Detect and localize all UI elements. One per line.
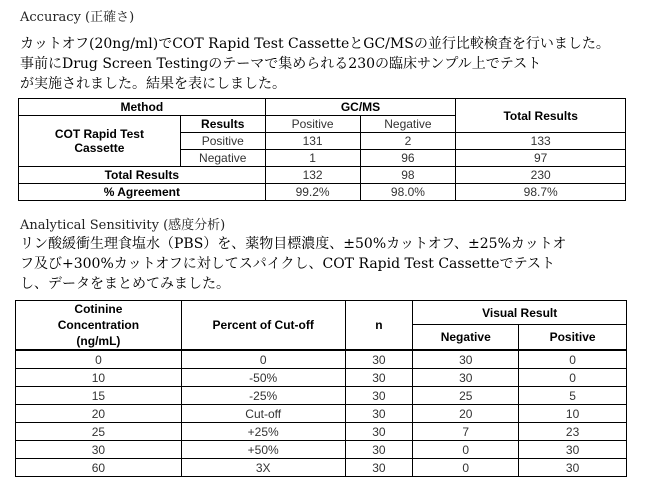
accuracy-line-2: 事前にDrug Screen Testingのテーマで集められる230の臨床サンプル上でテスト xyxy=(20,56,542,72)
row-negative-pos: 1 xyxy=(265,150,360,167)
row-negative-label: Negative xyxy=(180,150,265,167)
row-agreement-label: % Agreement xyxy=(19,184,266,201)
cell-n: 30 xyxy=(345,459,413,477)
cell-n: 30 xyxy=(345,387,413,405)
gcms-header: GC/MS xyxy=(265,99,456,116)
sensitivity-table xyxy=(15,300,627,477)
cell-conc: 0 xyxy=(16,350,182,369)
cell-conc: 60 xyxy=(16,459,182,477)
cell-neg: 30 xyxy=(413,369,519,387)
negative-col-header: Negative xyxy=(360,116,456,133)
cell-pct: 0 xyxy=(181,350,345,369)
table-row xyxy=(16,459,627,477)
row-positive-label: Positive xyxy=(180,133,265,150)
cell-pos: 0 xyxy=(519,350,627,369)
conc-header: Cotinine Concentration (ng/mL) xyxy=(16,301,182,351)
table-row xyxy=(16,405,627,423)
cell-pos: 0 xyxy=(519,369,627,387)
cot-rapid-label: COT Rapid Test Cassette xyxy=(19,116,181,167)
accuracy-line-1: カットオフ(20ng/ml)でCOT Rapid Test CassetteとGC/MSの並行比較検査を行いました。 xyxy=(20,36,610,52)
cell-pos: 30 xyxy=(519,459,627,477)
cell-conc: 25 xyxy=(16,423,182,441)
cell-pct: +25% xyxy=(181,423,345,441)
row-negative-neg: 96 xyxy=(360,150,456,167)
cell-n: 30 xyxy=(345,441,413,459)
cell-conc: 10 xyxy=(16,369,182,387)
row-agreement-pos: 99.2% xyxy=(265,184,360,201)
cell-neg: 30 xyxy=(413,350,519,369)
row-positive-neg: 2 xyxy=(360,133,456,150)
visual-result-header: Visual Result xyxy=(413,301,627,325)
cell-conc: 30 xyxy=(16,441,182,459)
cell-pos: 23 xyxy=(519,423,627,441)
row-total-label: Total Results xyxy=(19,167,266,184)
cell-pct: +50% xyxy=(181,441,345,459)
cell-neg: 0 xyxy=(413,441,519,459)
cell-pos: 30 xyxy=(519,441,627,459)
cell-neg: 7 xyxy=(413,423,519,441)
row-total-pos: 132 xyxy=(265,167,360,184)
row-negative-total: 97 xyxy=(456,150,626,167)
row-positive-total: 133 xyxy=(456,133,626,150)
cell-conc: 15 xyxy=(16,387,182,405)
pct-header: Percent of Cut-off xyxy=(181,301,345,351)
cell-pos: 5 xyxy=(519,387,627,405)
table-row xyxy=(16,350,627,369)
method-header: Method xyxy=(19,99,266,116)
cell-n: 30 xyxy=(345,369,413,387)
cell-neg: 20 xyxy=(413,405,519,423)
cell-neg: 25 xyxy=(413,387,519,405)
results-label: Results xyxy=(180,116,265,133)
cell-pct: -25% xyxy=(181,387,345,405)
table-row xyxy=(16,423,627,441)
row-total-neg: 98 xyxy=(360,167,456,184)
accuracy-table xyxy=(18,98,626,201)
row-positive-pos: 131 xyxy=(265,133,360,150)
sensitivity-line-2: フ及び+300%カットオフに対してスパイクし、COT Rapid Test Cassetteでテスト xyxy=(20,256,556,272)
negative-header: Negative xyxy=(413,325,519,350)
total-results-header: Total Results xyxy=(456,99,626,133)
table-row xyxy=(16,369,627,387)
cell-n: 30 xyxy=(345,350,413,369)
accuracy-line-3: が実施されました。結果を表にしました。 xyxy=(20,76,286,92)
table-row xyxy=(16,441,627,459)
sensitivity-line-1: リン酸緩衝生理食塩水（PBS）を、薬物目標濃度、±50%カットオフ、±25%カットオ xyxy=(20,236,567,252)
sensitivity-title: Analytical Sensitivity (感度分析) xyxy=(20,218,226,233)
accuracy-title: Accuracy (正確さ) xyxy=(20,10,135,25)
cell-pos: 10 xyxy=(519,405,627,423)
positive-col-header: Positive xyxy=(265,116,360,133)
cell-n: 30 xyxy=(345,405,413,423)
positive-header: Positive xyxy=(519,325,627,350)
cell-pct: Cut-off xyxy=(181,405,345,423)
row-agreement-neg: 98.0% xyxy=(360,184,456,201)
row-agreement-total: 98.7% xyxy=(456,184,626,201)
row-total-total: 230 xyxy=(456,167,626,184)
cell-pct: -50% xyxy=(181,369,345,387)
sensitivity-line-3: し、データをまとめてみました。 xyxy=(20,276,230,292)
table-row xyxy=(16,387,627,405)
cell-pct: 3X xyxy=(181,459,345,477)
cell-neg: 0 xyxy=(413,459,519,477)
n-header: n xyxy=(345,301,413,351)
cell-n: 30 xyxy=(345,423,413,441)
cell-conc: 20 xyxy=(16,405,182,423)
